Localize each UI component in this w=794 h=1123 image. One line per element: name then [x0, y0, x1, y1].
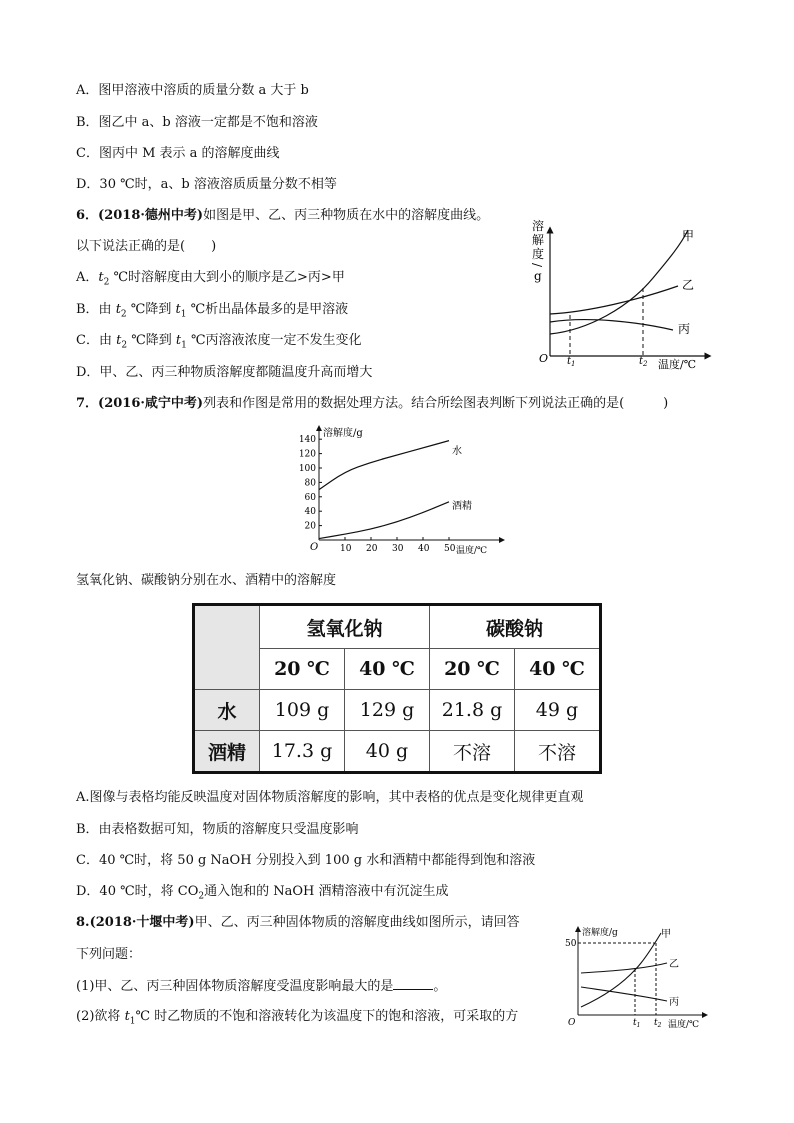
- q8-label-jia: 甲: [661, 929, 671, 940]
- q6-line1: [76, 207, 489, 225]
- q6-t2-label: $t_2$: [639, 356, 648, 368]
- q6-stem-1: 如图是甲、乙、丙三种物质在水中的溶解度曲线。: [203, 208, 490, 223]
- series-line-water: [319, 441, 449, 490]
- q7-number: 7: [76, 396, 86, 411]
- table-cell: 129 g: [345, 690, 430, 731]
- table-row: [194, 731, 601, 773]
- q6-option-d: D．甲、乙、丙三种物质溶解度都随温度升高而增大: [76, 365, 373, 380]
- table-row: [194, 690, 601, 731]
- y-tick-label: 20: [304, 521, 316, 532]
- q6-option-a: A．$t_2$ ℃时溶解度由大到小的顺序是乙>丙>甲: [76, 270, 345, 288]
- table-temp-20a: 20 ℃: [260, 649, 345, 690]
- q8-stem-1: 甲、乙、丙三种固体物质的溶解度曲线如图所示，请回答: [194, 915, 520, 930]
- q7-source: ．(2016·咸宁中考): [85, 396, 204, 411]
- q7-solubility-chart: [290, 420, 510, 560]
- table-row-water: 水: [194, 690, 260, 731]
- q6-t1-label: $t_1$: [567, 356, 576, 368]
- y-tick-label: 100: [298, 464, 316, 474]
- q6-origin: O: [539, 352, 549, 365]
- table-header-naoh: 氢氧化钠: [260, 605, 430, 649]
- table-cell: 17.3 g: [260, 731, 345, 773]
- q8-curve-yi: [581, 963, 667, 973]
- y-tick-label: 60: [304, 492, 316, 503]
- q8-y-title: 溶解度/g: [582, 928, 618, 938]
- q7-table-caption: 氢氧化钠、碳酸钠分别在水、酒精中的溶解度: [76, 573, 337, 588]
- option-b-prev: B．图乙中 a、b 溶液一定都是不饱和溶液: [76, 115, 318, 130]
- q7-y-title: 溶解度/g: [323, 428, 363, 439]
- answer-blank: [393, 977, 433, 990]
- q8-solubility-graph: [563, 925, 713, 1033]
- q8-t1-label: $t_1$: [633, 1018, 641, 1029]
- q8-source: .(2018·十堰中考): [85, 915, 195, 930]
- option-d-prev: D．30 ℃时，a、b 溶液溶质质量分数不相等: [76, 177, 337, 192]
- q7-solubility-table: [192, 603, 602, 774]
- q8-label-bing: 丙: [669, 997, 679, 1008]
- q6-label-bing: 丙: [678, 322, 691, 336]
- q7-option-c: C．40 ℃时，将 50 g NaOH 分别投入到 100 g 水和酒精中都能得到饱和溶液: [76, 853, 536, 868]
- q6-y-label-5: g: [534, 269, 542, 283]
- q6-label-yi: 乙: [682, 278, 695, 292]
- q6-x-label: 温度/℃: [658, 358, 697, 371]
- table-cell: 49 g: [515, 690, 601, 731]
- table-temp-40a: 40 ℃: [345, 649, 430, 690]
- series-line-alcohol: [319, 502, 449, 539]
- table-header-na2co3: 碳酸钠: [430, 605, 601, 649]
- q6-number: 6: [76, 208, 86, 223]
- q7-line1: [76, 395, 668, 413]
- q8-stem-2: 下列问题：: [76, 947, 142, 962]
- q6-y-label-2: 解: [532, 233, 545, 247]
- q6-option-b: B．由 $t_2$ ℃降到 $t_1$ ℃析出晶体最多的是甲溶液: [76, 302, 349, 320]
- x-tick-label: 10: [340, 544, 352, 554]
- table-cell: 109 g: [260, 690, 345, 731]
- q7-ticks: [299, 435, 456, 554]
- table-corner-cell: [194, 605, 260, 690]
- y-tick-label: 120: [298, 449, 316, 460]
- table-row: [194, 605, 601, 649]
- q6-y-label-4: /: [530, 263, 544, 268]
- x-tick-label: 40: [418, 544, 430, 554]
- y-tick-label: 40: [304, 507, 316, 518]
- q8-line1: [76, 914, 520, 932]
- x-tick-label: 30: [392, 544, 404, 554]
- x-tick-label: 50: [444, 544, 456, 554]
- q7-origin: O: [310, 542, 319, 553]
- q8-y-50: 50: [565, 939, 577, 949]
- q7-x-title: 温度/℃: [456, 546, 488, 556]
- series-label-water: 水: [452, 446, 462, 457]
- table-cell: 40 g: [345, 731, 430, 773]
- q6-curve-jia: [550, 230, 691, 336]
- q6-y-label-1: 溶: [532, 219, 545, 233]
- q8-curve-bing: [581, 987, 667, 1001]
- q6-curve-bing: [550, 320, 673, 330]
- table-cell: 21.8 g: [430, 690, 515, 731]
- q6-stem-2: 以下说法正确的是( ): [76, 239, 217, 254]
- q8-part-2: (2)欲将 $t_1℃$ 时乙物质的不饱和溶液转化为该温度下的饱和溶液，可采取的方: [76, 1009, 519, 1027]
- y-tick-label: 80: [304, 478, 316, 489]
- q8-part-1: (1)甲、乙、丙三种固体物质溶解度受温度影响最大的是 。: [76, 979, 447, 994]
- table-cell: 不溶: [430, 731, 515, 773]
- q7-option-b: B．由表格数据可知，物质的溶解度只受温度影响: [76, 822, 359, 837]
- q7-option-a: A.图像与表格均能反映温度对固体物质溶解度的影响，其中表格的优点是变化规律更直观: [76, 790, 584, 805]
- option-c-prev: C．图丙中 M 表示 a 的溶解度曲线: [76, 146, 280, 161]
- q8-label-yi: 乙: [669, 959, 679, 970]
- q6-curve-yi: [550, 286, 678, 314]
- q6-solubility-graph: [528, 218, 718, 378]
- series-label-alcohol: 酒精: [452, 501, 472, 512]
- q8-x-label: 温度/℃: [668, 1020, 700, 1030]
- option-a-prev: A．图甲溶液中溶质的质量分数 a 大于 b: [76, 83, 309, 98]
- q6-label-jia: 甲: [682, 229, 695, 243]
- q6-option-c: C．由 $t_2$ ℃降到 $t_1$ ℃丙溶液浓度一定不发生变化: [76, 333, 362, 351]
- y-tick-label: 140: [298, 435, 316, 446]
- x-tick-label: 20: [366, 544, 378, 554]
- q7-option-d: D．40 ℃时，将 $CO_2$通入饱和的 NaOH 酒精溶液中有沉淀生成: [76, 884, 449, 902]
- table-temp-40b: 40 ℃: [515, 649, 601, 690]
- q8-origin: O: [568, 1018, 576, 1028]
- q6-source: ．(2018·德州中考): [85, 208, 204, 223]
- table-row-alcohol: 酒精: [194, 731, 260, 773]
- q8-t2-label: $t_2$: [654, 1018, 662, 1029]
- table-temp-20b: 20 ℃: [430, 649, 515, 690]
- q7-stem: 列表和作图是常用的数据处理方法。结合所绘图表判断下列说法正确的是( ): [203, 396, 669, 411]
- q8-number: 8: [76, 915, 86, 930]
- table-cell: 不溶: [515, 731, 601, 773]
- q6-y-label-3: 度: [532, 247, 545, 261]
